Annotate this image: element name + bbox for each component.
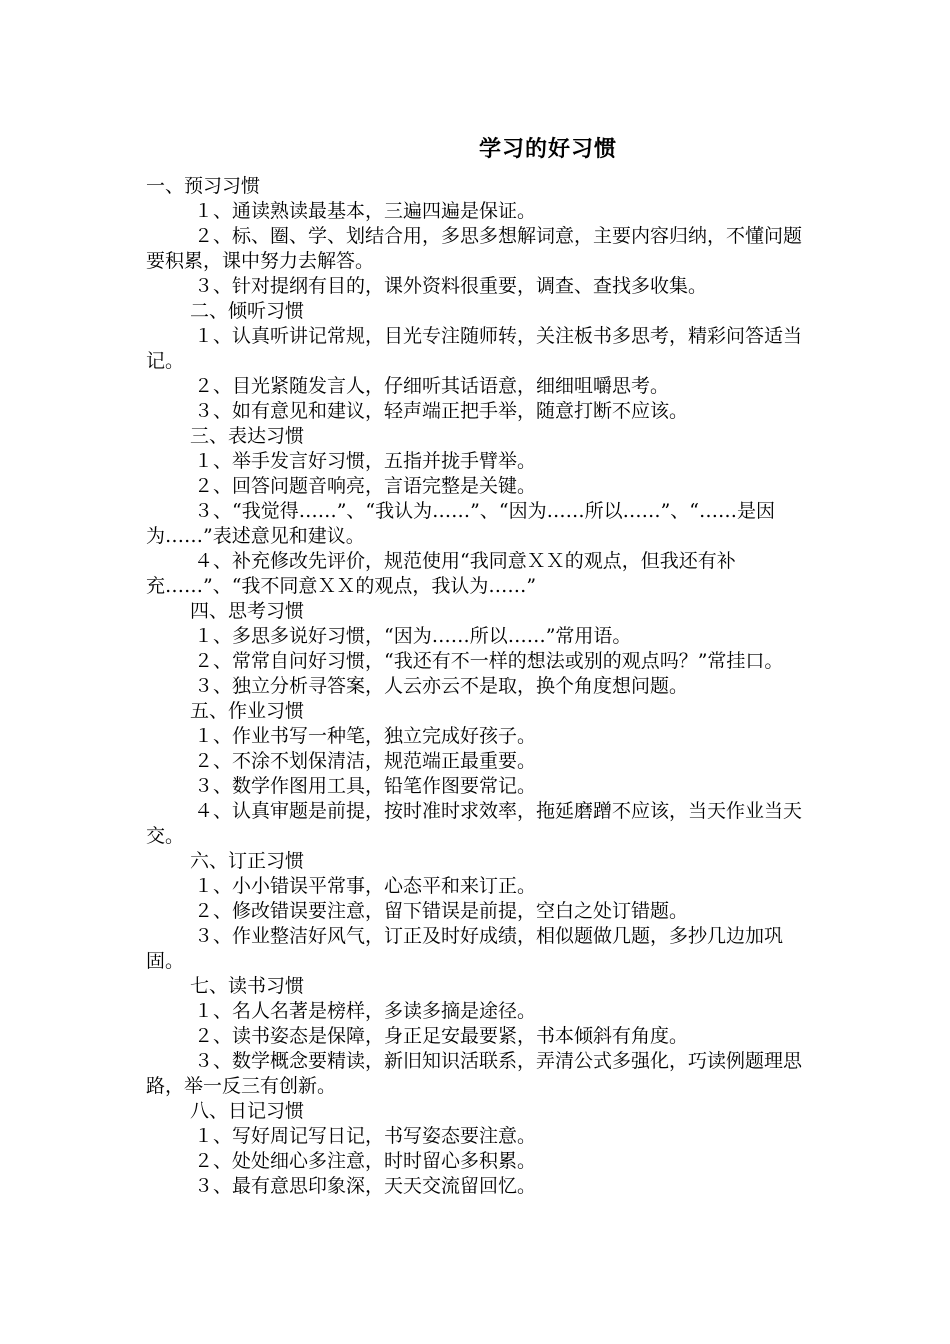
list-item: １、认真听讲记常规，目光专注随师转，关注板书多思考，精彩问答适当记。 [146, 325, 803, 372]
list-item: １、通读熟读最基本，三遍四遍是保证。 [194, 200, 537, 222]
section-heading: 七、读书习惯 [190, 975, 305, 997]
list-item: ３、数学作图用工具，铅笔作图要常记。 [194, 775, 537, 797]
list-item: １、举手发言好习惯，五指并拢手臂举。 [194, 450, 537, 472]
list-item: ２、目光紧随发言人，仔细听其话语意，细细咀嚼思考。 [194, 375, 670, 397]
list-item: ２、不涂不划保清洁，规范端正最重要。 [194, 750, 537, 772]
list-item: ２、标、圈、学、划结合用，多思多想解词意，主要内容归纳，不懂问题要积累，课中努力去解答。 [146, 225, 803, 272]
section-heading: 三、表达习惯 [190, 425, 305, 447]
section-heading: 六、订正习惯 [190, 850, 305, 872]
list-item: ３、数学概念要精读，新旧知识活联系，弄清公式多强化，巧读例题理思路，举一反三有创新。 [146, 1050, 803, 1097]
list-item: １、小小错误平常事，心态平和来订正。 [194, 875, 537, 897]
list-item: ４、认真审题是前提，按时准时求效率，拖延磨蹭不应该，当天作业当天交。 [146, 800, 803, 847]
list-item: １、多思多说好习惯，“因为……所以……”常用语。 [194, 625, 632, 647]
section-heading: 一、预习习惯 [146, 175, 261, 197]
section-heading: 八、日记习惯 [190, 1100, 305, 1122]
list-item: １、名人名著是榜样，多读多摘是途径。 [194, 1000, 537, 1022]
section-heading: 四、思考习惯 [190, 600, 305, 622]
list-item: ２、读书姿态是保障，身正足安最要紧，书本倾斜有角度。 [194, 1025, 689, 1047]
list-item: １、作业书写一种笔，独立完成好孩子。 [194, 725, 537, 747]
list-item: ３、作业整洁好风气，订正及时好成绩，相似题做几题，多抄几边加巩固。 [146, 925, 784, 972]
list-item: ４、补充修改先评价，规范使用“我同意ＸＸ的观点，但我还有补充……”、“我不同意ＸＸ的观点，我认为……” [146, 550, 736, 597]
list-item: １、写好周记写日记，书写姿态要注意。 [194, 1125, 537, 1147]
list-item: ２、常常自问好习惯，“我还有不一样的想法或别的观点吗？”常挂口。 [194, 650, 784, 672]
list-item: ２、回答问题音响亮，言语完整是关键。 [194, 475, 537, 497]
document-title: 学习的好习惯 [478, 136, 617, 162]
list-item: ２、处处细心多注意，时时留心多积累。 [194, 1150, 537, 1172]
section-heading: 五、作业习惯 [190, 700, 305, 722]
list-item: ３、独立分析寻答案，人云亦云不是取，换个角度想问题。 [194, 675, 689, 697]
list-item: ２、修改错误要注意，留下错误是前提，空白之处订错题。 [194, 900, 689, 922]
list-item: ３、如有意见和建议，轻声端正把手举，随意打断不应该。 [194, 400, 689, 422]
list-item: ３、“我觉得……”、“我认为……”、“因为……所以……”、“……是因为……”表述意见和建议。 [146, 500, 775, 547]
list-item: ３、针对提纲有目的，课外资料很重要，调查、查找多收集。 [194, 275, 708, 297]
list-item: ３、最有意思印象深，天天交流留回忆。 [194, 1175, 537, 1197]
section-heading: 二、倾听习惯 [190, 300, 305, 322]
